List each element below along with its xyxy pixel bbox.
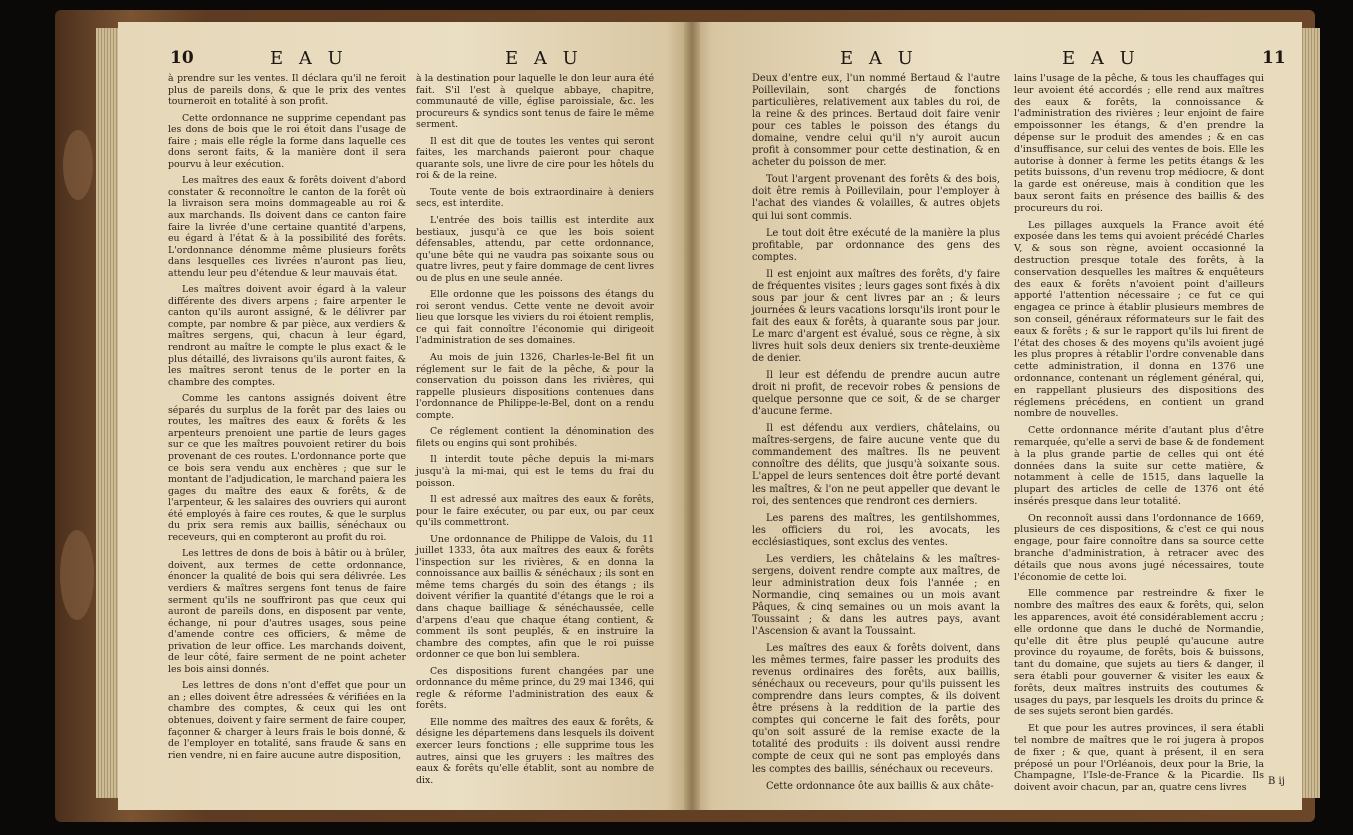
paragraph: Il interdit toute pêche depuis la mi-mars jusqu'à la mi-mai, qui est le tems du frai du poisson. — [416, 454, 654, 489]
paragraph: Ce réglement contient la dénomination des filets ou engins qui sont prohibés. — [416, 426, 654, 449]
right-running-head-2: E A U — [1062, 48, 1140, 69]
paragraph: Il est enjoint aux maîtres des forêts, d'y faire de fréquentes visites ; leurs gages sont fixés à dix sous par jour & cent livres par an ; & leurs journées & leurs vacations lorsqu'ils iront pour le fait des eaux & forêts, à quarante sous par jour. Le marc d'argent est évalué, sous ce règne, à six livres huit sols deux deniers six trente-deuxième de denier. — [752, 268, 1000, 365]
paragraph: à prendre sur les ventes. Il déclara qu'il ne feroit plus de pareils dons, & que le prix des ventes tourneroit en totalité à son profit. — [168, 73, 406, 108]
paragraph: Les lettres de dons de bois à bâtir ou à brûler, doivent, aux termes de cette ordonnance, énoncer la qualité de bois qui sera délivrée. Les verdiers & maîtres sergens font tenus de faire serment qu'ils ne souffriront pas que ceux qui auront de pareils dons, en disposent par vente, échange, ni pour d'autres usages, sous peine d'amende contre ces officiers, & même de privation de leur office. Les marchands doivent, de leur côté, faire serment de ne point acheter les bois ainsi donnés. — [168, 548, 406, 675]
paragraph: à la destination pour laquelle le don leur aura été fait. S'il l'est à quelque abbaye, chapitre, communauté de ville, église paroissiale, &c. les procureurs & syndics sont tenus de faire le même serment. — [416, 73, 654, 131]
paragraph: Comme les cantons assignés doivent être séparés du surplus de la forêt par des laies ou routes, les maîtres des eaux & forêts & les arpenteurs prenoient une partie de leurs gages sur ce que les maîtres pouvoient retirer du bois provenant de ces routes. L'ordonnance porte que ce bois sera vendu aux enchères ; que sur le montant de l'adjudication, le marchand paiera les gages du maître des eaux & forêts, & de l'arpenteur, & les salaires des ouvriers qui auront été employés à faire ces routes, & que le surplus du prix sera remis aux baillis, sénéchaux ou receveurs, qui en compteront au profit du roi. — [168, 393, 406, 543]
paragraph: Au mois de juin 1326, Charles-le-Bel fit un réglement sur le fait de la pêche, & pour la conservation du poisson dans les rivières, qui rappelle plusieurs dispositions contenues dans l'ordonnance de Philippe-le-Bel, dont on a rendu compte. — [416, 352, 654, 421]
paragraph: Tout l'argent provenant des forêts & des bois, doit être remis à Poillevilain, pour l'employer à l'achat des viandes & volailles, & autres objets qui lui sont commis. — [752, 174, 1000, 222]
paragraph: Et que pour les autres provinces, il sera établi tel nombre de maîtres que le roi jugera à propos de fixer ; & que, quant à présent, il en sera préposé un pour l'Orléanois, deux pour la Brie, la Champagne, l'Isle-de-France & la Picardie. Ils doivent avoir chacun, par an, quatre cens livres — [1014, 723, 1264, 794]
signature-mark: B ij — [1268, 776, 1285, 787]
paragraph: Cette ordonnance mérite d'autant plus d'être remarquée, qu'elle a servi de base & de fondement à la plus grande partie de celles qui ont été données dans la suite sur cette matière, & notamment à celle de 1515, dans laquelle la plupart des articles de celle de 1376 ont été insérés presque dans leur totalité. — [1014, 425, 1264, 507]
paragraph: Cette ordonnance ôte aux baillis & aux châte- — [766, 780, 994, 792]
paragraph: Ces dispositions furent changées par une ordonnance du même prince, du 29 mai 1346, qui regle & réforme l'administration des eaux & forêts. — [416, 665, 654, 712]
paragraph: Les lettres de dons n'ont d'effet que pour un an ; elles doivent être adressées & vérifiées en la chambre des comptes, & ceux qui les ont obtenues, doivent y faire serment de faire couper, façonner & charger à leurs frais le bois donné, & de l'employer en totalité, sans fraude & sans en rien vendre, ni en faire aucune autre disposition, — [168, 680, 406, 761]
paragraph: Il est dit que de toutes les ventes qui seront faites, les marchands paieront pour chaque quarante sols, une livre de cire pour les hôtels du roi & de la reine. — [416, 135, 654, 182]
paragraph: Les verdiers, les châtelains & les maîtres-sergens, doivent rendre compte aux maîtres, de leur administration deux fois l'année ; en Normandie, cinq semaines ou un mois avant Pâques, & cinq semaines ou un mois avant la Toussaint ; & dans les autres pays, avant l'Ascension & avant la Toussaint. — [752, 553, 1000, 638]
paragraph: Il leur est défendu de prendre aucun autre droit ni profit, de recevoir robes & pensions de quelque personne que ce soit, & de se charger d'aucune ferme. — [752, 370, 1000, 418]
book-gutter — [684, 22, 700, 810]
paragraph: Il est adressé aux maîtres des eaux & forêts, pour le faire exécuter, ou par eux, ou par ceux qu'ils commettront. — [416, 494, 654, 529]
paragraph: Les maîtres doivent avoir égard à la valeur différente des divers arpens ; faire arpenter le canton qu'ils auront assigné, & le délivrer par compte, par nombre & par pièce, aux verdiers & maîtres sergens, qui, chacun à leur égard, rendront au maître le compte le plus exact & le plus détaillé, des livraisons qu'ils auront faites, & les maîtres seront tenus de le porter en la chambre des comptes. — [168, 284, 406, 388]
left-page-number: 10 — [170, 48, 194, 68]
paragraph: Une ordonnance de Philippe de Valois, du 11 juillet 1333, ôta aux maîtres des eaux & forêts l'inspection sur les rivières, & en donna la connoissance aux baillis & sénéchaux ; ils sont en même tems chargés du soin des étangs ; ils doivent vérifier la quantité d'étangs que le roi a dans chaque bailliage & sénéchaussée, celle d'arpens d'eau que chaque étang contient, & comment ils sont peuplés, & en instruire la chambre des comptes, afin que le roi puisse ordonner ce que bon lui semblera. — [416, 533, 654, 661]
paragraph: Cette ordonnance ne supprime cependant pas les dons de bois que le roi étoit dans l'usage de faire ; mais elle régle la forme dans laquelle ces dons seront faits, & la manière dont il sera pourvu à leur exécution. — [168, 112, 406, 170]
left-page-column-1 — [168, 73, 406, 766]
left-running-head-2: E A U — [505, 48, 583, 69]
paragraph: Elle nomme des maîtres des eaux & forêts, & désigne les départemens dans lesquels ils doivent exercer leurs fonctions ; elle supprime tous les autres, ainsi que les gruyers : les maîtres des eaux & forêts qu'elle établit, sont au nombre de dix. — [416, 716, 654, 786]
right-running-head-1: E A U — [840, 48, 918, 69]
paragraph: Les parens des maîtres, les gentilshommes, les officiers du roi, les avocats, les ecclésiastiques, sont exclus des ventes. — [752, 512, 1000, 548]
paragraph: Deux d'entre eux, l'un nommé Bertaud & l'autre Poillevilain, sont chargés de fonctions particulières, relativement aux tables du roi, de la reine & des princes. Bertaud doit faire venir pour ces tables le poisson des étangs du domaine, vendre celui qu'il n'y auroit aucun profit à consommer pour cette destination, & en acheter du poisson de mer. — [752, 73, 1000, 169]
paragraph: Toute vente de bois extraordinaire à deniers secs, est interdite. — [416, 186, 654, 210]
right-page-number: 11 — [1262, 48, 1286, 68]
paragraph: Les maîtres des eaux & forêts doivent d'abord constater & reconnoître le canton de la forêt où la livraison sera moins dommageable au roi & aux marchands. Ils doivent dans ce canton faire faire la livrée d'une certaine quantité d'arpens, eu égard à l'état & à la possibilité des forêts. L'ordonnance dénomme même plusieurs forêts dans lesquelles ces livrées n'auront pas lieu, attendu leur peu d'étendue & leur mauvais état. — [168, 175, 406, 279]
paragraph: Les maîtres des eaux & forêts doivent, dans les mêmes termes, faire passer les produits des revenus ordinaires des forêts, aux baillis, sénéchaux ou receveurs, pour qu'ils puissent les comprendre dans leurs comptes, & ils doivent être présens à la reddition de la partie des comptes qui concerne le fait des forêts, pour qu'on soit assuré de la remise exacte de la totalité des produits : ils doivent aussi rendre compte de ceux qui ne sont pas employés dans les comptes des baillis, sénéchaux ou receveurs. — [752, 643, 1000, 775]
paragraph: Elle ordonne que les poissons des étangs du roi seront vendus. Cette vente ne devoit avoir lieu que lorsque les viviers du roi étoient remplis, ce qui fait connoître l'économie qui dirigeoit l'administration de ses domaines. — [416, 289, 654, 347]
paragraph: lains l'usage de la pêche, & tous les chauffages qui leur avoient été accordés ; elle rend aux maîtres des eaux & forêts, la connoissance & l'administration des rivières ; leur enjoint de faire empoissonner les étangs, & d'en prendre la dépense sur le produit des amendes ; & en cas d'insuffisance, sur celui des ventes de bois. Elle les autorise à donner à ferme les petits étangs & les petits buissons, d'un revenu trop médiocre, & dont la garde est onéreuse, mais à condition que les baux seront faits en présence des baillis & des procureurs du roi. — [1014, 73, 1264, 214]
page-edges-left — [96, 28, 120, 798]
paragraph: Il est défendu aux verdiers, châtelains, ou maîtres-sergens, de faire aucune vente que du commandement des maîtres. Ils ne peuvent connoître des délits, que jusqu'à soixante sous. L'appel de leurs sentences doit être porté devant les maîtres, & l'on ne peut appeller que devant le roi, des sentences que rendront ces derniers. — [752, 423, 1000, 507]
right-page-column-2 — [1014, 73, 1264, 799]
paragraph: Le tout doit être exécuté de la manière la plus profitable, par ordonnance des gens des comptes. — [752, 227, 1000, 263]
paragraph: Les pillages auxquels la France avoit été exposée dans les tems qui avoient précédé Charles V, & sous son règne, avoient occasionné la destruction presque totale des forêts, à la conservation desquelles les maîtres & enquêteurs des eaux & forêts n'avoient point d'ailleurs apporté l'attention nécessaire ; ce fut ce qui engagea ce prince à établir plusieurs membres de son conseil, généraux réformateurs sur le fait des eaux & forêts ; & sur le rapport qu'ils lui firent de l'état des choses & des moyens qu'ils avoient jugé les plus propres à rétablir l'ordre convenable dans cette administration, il donna en 1376 une ordonnance, contenant un réglement général, qui, en rappellant plusieurs des dispositions des réglemens précédens, en contient un grand nombre de nouvelles. — [1014, 219, 1264, 420]
page-edges-right — [1300, 28, 1320, 798]
right-page-column-1 — [752, 73, 1000, 798]
left-page-column-2 — [416, 73, 654, 791]
paragraph: L'entrée des bois taillis est interdite aux bestiaux, jusqu'à ce que les bois soient défensables, attendu, par cette ordonnance, qu'une bête qui ne vaudra pas soixante sous ou quatre livres, peut y faire dommage de cent livres ou de plus en une seule année. — [416, 215, 654, 284]
paragraph: On reconnoît aussi dans l'ordonnance de 1669, plusieurs de ces dispositions, & c'est ce qui nous engage, pour faire connoître dans sa source cette branche d'administration, à retracer avec des détails que nous avons jugé nécessaires, toute l'économie de cette loi. — [1014, 512, 1264, 583]
paragraph: Elle commence par restreindre & fixer le nombre des maîtres des eaux & forêts, qui, selon les apparences, avoit été considérablement accru ; elle ordonne que dans le duché de Normandie, qu'elle dit être plus peuplé qu'aucune autre province du royaume, de forêts, bois & buissons, tant du domaine, que sujets au tiers & danger, il sera établi pour gouverner & visiter les eaux & forêts, deux maîtres instruits des coutumes & usages du pays, par lesquels les droits du prince & de ses sujets seront bien gardés. — [1014, 588, 1264, 718]
left-running-head-1: E A U — [270, 48, 348, 69]
